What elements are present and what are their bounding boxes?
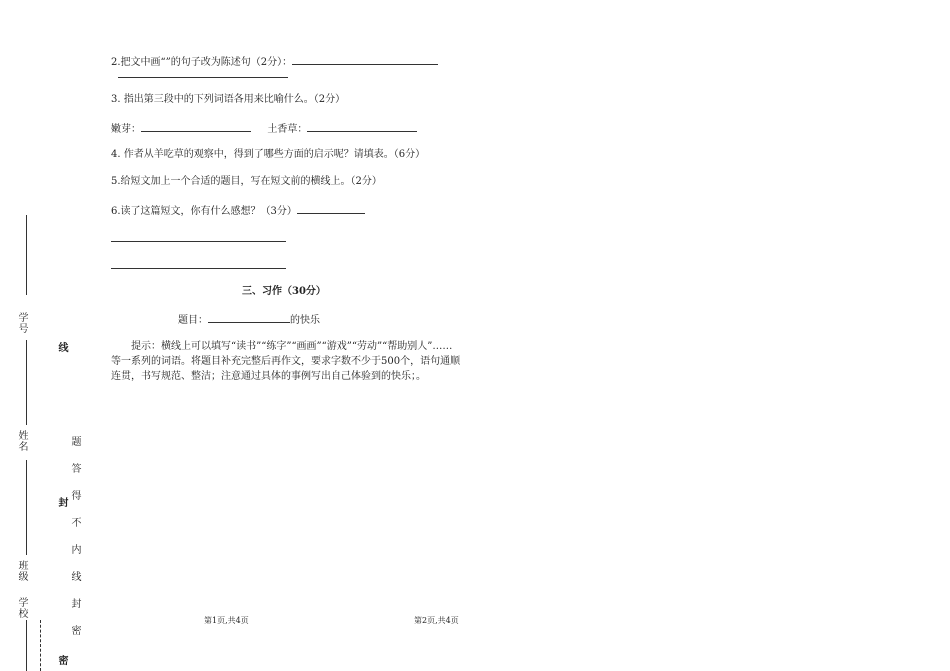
student-no-line <box>26 215 27 295</box>
q3-item2-label: 土香草： <box>267 124 308 135</box>
name-line <box>26 340 27 425</box>
q2 <box>111 54 438 70</box>
q3-items <box>111 121 417 137</box>
q6 <box>111 203 365 219</box>
q2-answer-line-2[interactable] <box>118 77 288 78</box>
q6-answer-line[interactable] <box>297 203 365 214</box>
q2-text: 2.把文中画“”的句子改为陈述句（2分）： <box>111 57 293 68</box>
q5: 5.给短文加上一个合适的题目，写在短文前的横线上。（2分） <box>111 176 382 187</box>
page-footer-2: 第2页,共4页 <box>414 616 459 625</box>
class-line <box>26 460 27 555</box>
q3-item1-line[interactable] <box>141 121 251 132</box>
q6-text: 6.读了这篇短文，你有什么感想？（3分） <box>111 206 297 217</box>
q6-answer-line-2[interactable] <box>111 241 286 242</box>
seal2-char: 密 <box>56 655 67 666</box>
q4: 4. 作者从羊吃草的观察中，得到了哪些方面的启示呢？请填表。（6分） <box>111 149 426 160</box>
composition-heading: 三、习作（30分） <box>242 286 326 297</box>
line-char: 线 <box>56 342 67 353</box>
class-label: 班级 <box>16 560 27 582</box>
q3-item2-line[interactable] <box>307 121 417 132</box>
composition-hint: 提示：横线上可以填写“读书”“练字”“画画”“游戏”“劳动”“帮助别人”……等一系列的词语。将题目补充完整后再作文，要求字数不少于500个，语句通顺连贯，书写规范、整洁；注意通过具体的事例写出自己体验到的快乐；。 <box>111 341 461 382</box>
q3-item1-label: 嫩芽： <box>111 124 141 135</box>
name-label: 姓名 <box>16 430 27 452</box>
q6-answer-line-3[interactable] <box>111 268 286 269</box>
school-label: 学校 <box>16 597 27 619</box>
school-line <box>26 620 27 671</box>
composition-title <box>178 312 320 328</box>
warning-text: 题答得不内线封密 <box>69 436 80 652</box>
title-blank[interactable] <box>208 312 290 323</box>
q3: 3. 指出第三段中的下列词语各用来比喻什么。（2分） <box>111 94 346 105</box>
page-footer-1: 第1页,共4页 <box>204 616 249 625</box>
student-no-label: 学号 <box>16 312 27 334</box>
title-suffix: 的快乐 <box>290 315 320 326</box>
seal-char: 封 <box>56 497 67 508</box>
q2-answer-line[interactable] <box>292 54 438 65</box>
title-prefix: 题目： <box>178 315 208 326</box>
binding-dash-line <box>40 620 41 671</box>
